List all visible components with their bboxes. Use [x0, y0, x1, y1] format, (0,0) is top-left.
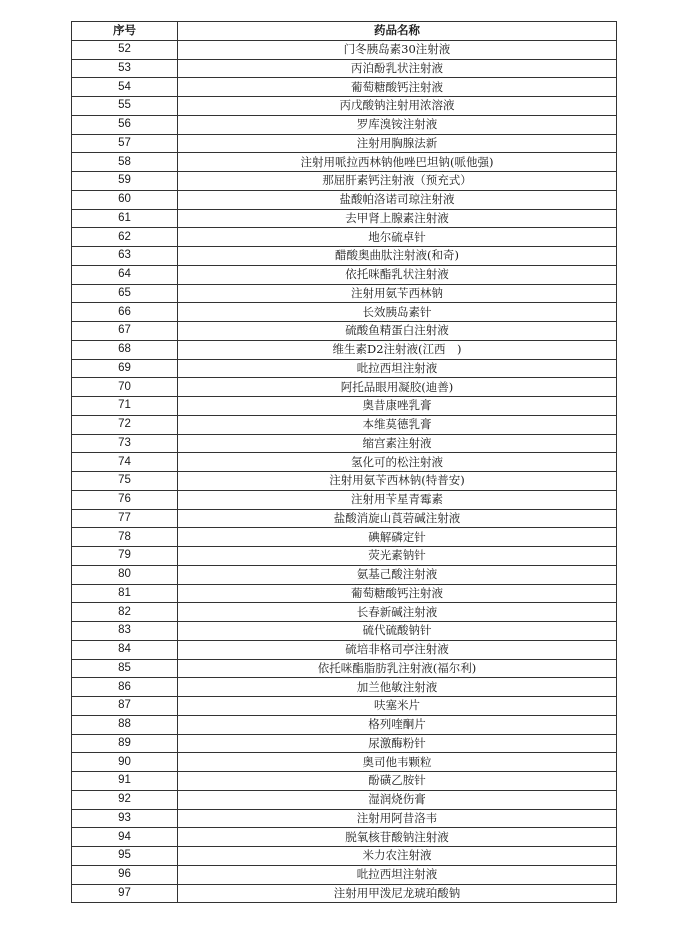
drug-name: 盐酸帕洛诺司琼注射液 — [178, 190, 617, 209]
row-number: 83 — [72, 622, 178, 641]
drug-name: 盐酸消旋山莨菪碱注射液 — [178, 509, 617, 528]
drug-name: 碘解磷定针 — [178, 528, 617, 547]
row-number: 63 — [72, 247, 178, 266]
drug-name: 依托咪酯乳状注射液 — [178, 265, 617, 284]
drug-name: 去甲肾上腺素注射液 — [178, 209, 617, 228]
row-number: 76 — [72, 490, 178, 509]
drug-name: 硫培非格司亭注射液 — [178, 640, 617, 659]
table-row — [72, 603, 617, 622]
row-number: 95 — [72, 847, 178, 866]
table-row — [72, 397, 617, 416]
drug-name: 荧光素钠针 — [178, 547, 617, 566]
row-number: 72 — [72, 415, 178, 434]
table-row — [72, 622, 617, 641]
drug-name: 硫代硫酸钠针 — [178, 622, 617, 641]
row-number: 80 — [72, 565, 178, 584]
drug-name: 奥昔康唑乳膏 — [178, 397, 617, 416]
row-number: 52 — [72, 40, 178, 59]
table-body — [72, 40, 617, 903]
row-number: 93 — [72, 809, 178, 828]
table-row — [72, 378, 617, 397]
table-row — [72, 247, 617, 266]
drug-list-table — [71, 21, 617, 903]
row-number: 67 — [72, 322, 178, 341]
table-row — [72, 153, 617, 172]
drug-name: 罗库溴铵注射液 — [178, 115, 617, 134]
row-number: 62 — [72, 228, 178, 247]
drug-name: 缩宫素注射液 — [178, 434, 617, 453]
row-number: 74 — [72, 453, 178, 472]
row-number: 56 — [72, 115, 178, 134]
drug-name: 依托咪酯脂肪乳注射液(福尔利) — [178, 659, 617, 678]
document-page — [71, 21, 616, 903]
table-row — [72, 434, 617, 453]
table-header-row — [72, 22, 617, 41]
row-number: 79 — [72, 547, 178, 566]
table-row — [72, 884, 617, 903]
table-row — [72, 322, 617, 341]
drug-name: 氨基己酸注射液 — [178, 565, 617, 584]
row-number: 70 — [72, 378, 178, 397]
drug-name: 酚磺乙胺针 — [178, 772, 617, 791]
drug-name: 尿激酶粉针 — [178, 734, 617, 753]
drug-name: 格列喹酮片 — [178, 715, 617, 734]
row-number: 78 — [72, 528, 178, 547]
drug-name: 门冬胰岛素30注射液 — [178, 40, 617, 59]
drug-name: 注射用氨苄西林钠 — [178, 284, 617, 303]
row-number: 85 — [72, 659, 178, 678]
table-row — [72, 359, 617, 378]
row-number: 96 — [72, 865, 178, 884]
drug-name: 注射用苄星青霉素 — [178, 490, 617, 509]
drug-name: 呋塞米片 — [178, 697, 617, 716]
table-row — [72, 303, 617, 322]
table-row — [72, 865, 617, 884]
table-row — [72, 209, 617, 228]
row-number: 58 — [72, 153, 178, 172]
row-number: 77 — [72, 509, 178, 528]
row-number: 81 — [72, 584, 178, 603]
row-number: 92 — [72, 790, 178, 809]
table-row — [72, 284, 617, 303]
drug-name: 丙戊酸钠注射用浓溶液 — [178, 97, 617, 116]
table-row — [72, 528, 617, 547]
table-row — [72, 772, 617, 791]
header-drug-name: 药品名称 — [178, 22, 617, 41]
drug-name: 阿托品眼用凝胶(迪善) — [178, 378, 617, 397]
drug-name: 注射用甲泼尼龙琥珀酸钠 — [178, 884, 617, 903]
row-number: 90 — [72, 753, 178, 772]
row-number: 75 — [72, 472, 178, 491]
table-row — [72, 809, 617, 828]
row-number: 89 — [72, 734, 178, 753]
table-row — [72, 734, 617, 753]
table-row — [72, 78, 617, 97]
row-number: 86 — [72, 678, 178, 697]
drug-name: 那屈肝素钙注射液（预充式） — [178, 172, 617, 191]
drug-name: 长效胰岛素针 — [178, 303, 617, 322]
table-row — [72, 678, 617, 697]
row-number: 91 — [72, 772, 178, 791]
drug-name: 吡拉西坦注射液 — [178, 865, 617, 884]
row-number: 55 — [72, 97, 178, 116]
row-number: 69 — [72, 359, 178, 378]
drug-name: 硫酸鱼精蛋白注射液 — [178, 322, 617, 341]
row-number: 54 — [72, 78, 178, 97]
row-number: 87 — [72, 697, 178, 716]
header-number: 序号 — [72, 22, 178, 41]
table-row — [72, 490, 617, 509]
table-row — [72, 59, 617, 78]
row-number: 71 — [72, 397, 178, 416]
row-number: 65 — [72, 284, 178, 303]
row-number: 68 — [72, 340, 178, 359]
table-row — [72, 847, 617, 866]
table-row — [72, 415, 617, 434]
row-number: 59 — [72, 172, 178, 191]
table-row — [72, 753, 617, 772]
table-row — [72, 659, 617, 678]
drug-name: 维生素D2注射液(江西 ) — [178, 340, 617, 359]
row-number: 61 — [72, 209, 178, 228]
table-row — [72, 340, 617, 359]
drug-name: 加兰他敏注射液 — [178, 678, 617, 697]
drug-name: 醋酸奥曲肽注射液(和奇) — [178, 247, 617, 266]
drug-name: 注射用氨苄西林钠(特普安) — [178, 472, 617, 491]
drug-name: 葡萄糖酸钙注射液 — [178, 584, 617, 603]
table-row — [72, 190, 617, 209]
row-number: 88 — [72, 715, 178, 734]
row-number: 64 — [72, 265, 178, 284]
row-number: 73 — [72, 434, 178, 453]
table-row — [72, 115, 617, 134]
drug-name: 氢化可的松注射液 — [178, 453, 617, 472]
table-row — [72, 472, 617, 491]
drug-name: 湿润烧伤膏 — [178, 790, 617, 809]
table-row — [72, 565, 617, 584]
table-row — [72, 97, 617, 116]
table-row — [72, 547, 617, 566]
drug-name: 脱氧核苷酸钠注射液 — [178, 828, 617, 847]
drug-name: 地尔硫卓针 — [178, 228, 617, 247]
drug-name: 注射用胸腺法新 — [178, 134, 617, 153]
drug-name: 吡拉西坦注射液 — [178, 359, 617, 378]
drug-name: 葡萄糖酸钙注射液 — [178, 78, 617, 97]
table-row — [72, 40, 617, 59]
drug-name: 本维莫德乳膏 — [178, 415, 617, 434]
table-row — [72, 584, 617, 603]
table-row — [72, 697, 617, 716]
table-row — [72, 134, 617, 153]
row-number: 97 — [72, 884, 178, 903]
drug-name: 米力农注射液 — [178, 847, 617, 866]
table-row — [72, 790, 617, 809]
row-number: 57 — [72, 134, 178, 153]
drug-name: 注射用哌拉西林钠他唑巴坦钠(哌他强) — [178, 153, 617, 172]
table-row — [72, 265, 617, 284]
drug-name: 丙泊酚乳状注射液 — [178, 59, 617, 78]
table-row — [72, 509, 617, 528]
row-number: 82 — [72, 603, 178, 622]
drug-name: 注射用阿昔洛韦 — [178, 809, 617, 828]
row-number: 53 — [72, 59, 178, 78]
row-number: 60 — [72, 190, 178, 209]
table-row — [72, 715, 617, 734]
drug-name: 奥司他韦颗粒 — [178, 753, 617, 772]
table-row — [72, 172, 617, 191]
table-row — [72, 640, 617, 659]
row-number: 66 — [72, 303, 178, 322]
table-row — [72, 453, 617, 472]
table-row — [72, 228, 617, 247]
table-row — [72, 828, 617, 847]
row-number: 84 — [72, 640, 178, 659]
row-number: 94 — [72, 828, 178, 847]
drug-name: 长春新碱注射液 — [178, 603, 617, 622]
